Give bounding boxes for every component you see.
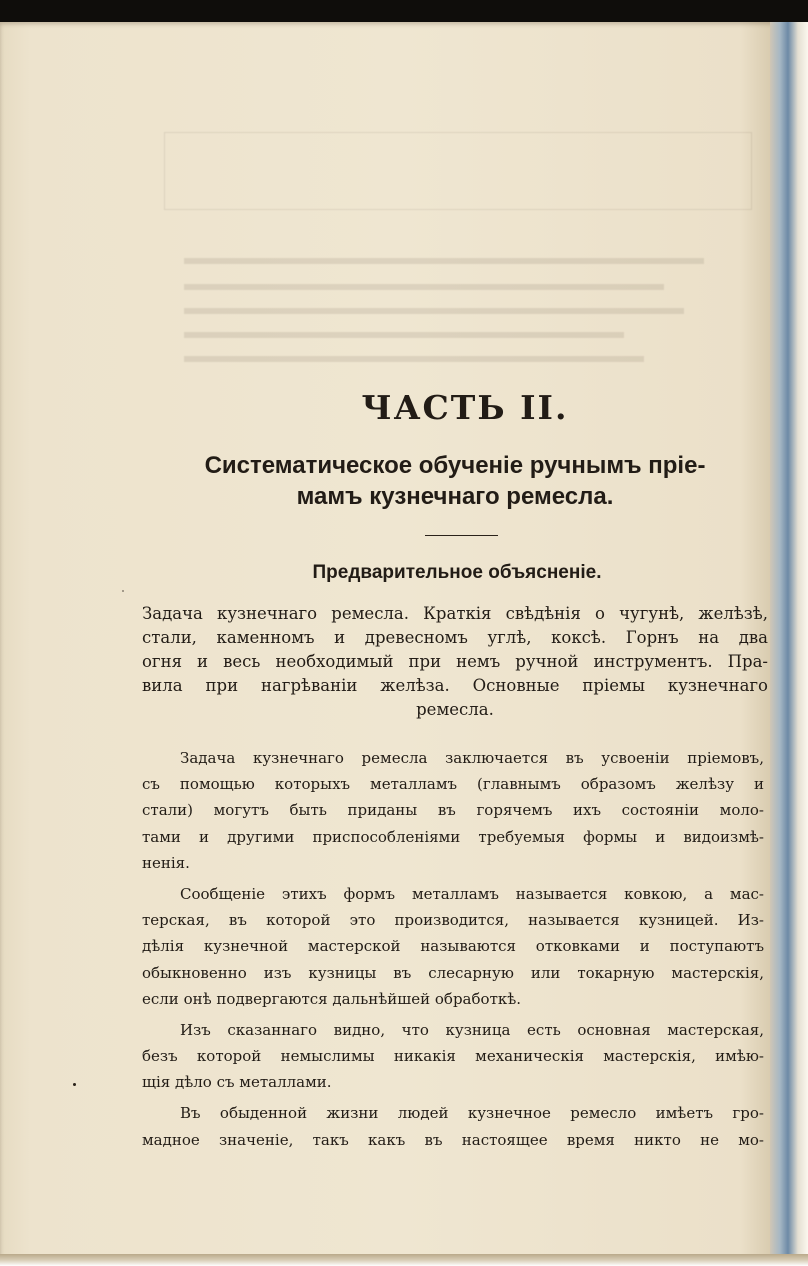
text-line: стали) могутъ быть приданы въ горячемъ ихъ состояніи моло- [142, 801, 764, 820]
paragraph [142, 745, 764, 876]
section-title: Предварительное объясненіе. [312, 562, 602, 583]
text-line: мадное значеніе, такъ какъ въ настоящее время никто не мо- [142, 1130, 764, 1149]
text-line: дѣлія кузнечной мастерской называются отковками и поступаютъ [142, 937, 764, 956]
text-line: ненія. [142, 853, 190, 872]
paper-speck [122, 590, 124, 592]
text-line: безъ которой немыслимы никакія механическія мастерскія, имѣю- [142, 1047, 764, 1066]
body-text [142, 745, 764, 1155]
text-line: терская, въ которой это производится, называется кузницей. Из- [142, 911, 764, 930]
summary-line: огня и весь необходимый при немъ ручной инструментъ. Пра- [142, 652, 768, 671]
text-line: Въ обыденной жизни людей кузнечное ремесло имѣетъ гро- [180, 1104, 764, 1123]
text-line: Сообщеніе этихъ формъ металламъ называется ковкою, а мас- [180, 884, 764, 903]
section-summary [142, 602, 768, 722]
subtitle-line: мамъ кузнечнаго ремесла. [296, 483, 614, 510]
paragraph [142, 881, 764, 1012]
text-line: Изъ сказаннаго видно, что кузница есть основная мастерская, [180, 1020, 764, 1039]
text-line: Задача кузнечнаго ремесла заключается въ усвоеніи пріемовъ, [180, 749, 764, 767]
paper-speck [73, 1083, 76, 1086]
section-divider [425, 535, 498, 536]
text-line: тами и другими приспособленіями требуемыя формы и видоизмѣ- [142, 827, 764, 846]
part-title: ЧАСТЬ II. [361, 388, 569, 427]
text-line: съ помощью которыхъ металламъ (главнымъ образомъ желѣзу и [142, 775, 764, 794]
text-line: если онѣ подвергаются дальнѣйшей обработкѣ. [142, 989, 522, 1008]
summary-line: Задача кузнечнаго ремесла. Краткія свѣдѣнія о чугунѣ, желѣзѣ, [142, 604, 768, 623]
paragraph [142, 1017, 764, 1096]
chapter-subtitle [140, 450, 770, 512]
summary-line: стали, каменномъ и древесномъ углѣ, коксѣ. Горнъ на два [142, 628, 768, 647]
text-line: щія дѣло съ металлами. [142, 1073, 332, 1092]
summary-line: ремесла. [416, 700, 494, 719]
subtitle-line: Систематическое обученіе ручнымъ пріе- [204, 452, 706, 479]
text-line: обыкновенно изъ кузницы въ слесарную или токарную мастерскія, [142, 963, 764, 982]
paragraph [142, 1100, 764, 1152]
summary-line: вила при нагрѣваніи желѣза. Основные пріемы кузнечнаго [142, 676, 768, 695]
